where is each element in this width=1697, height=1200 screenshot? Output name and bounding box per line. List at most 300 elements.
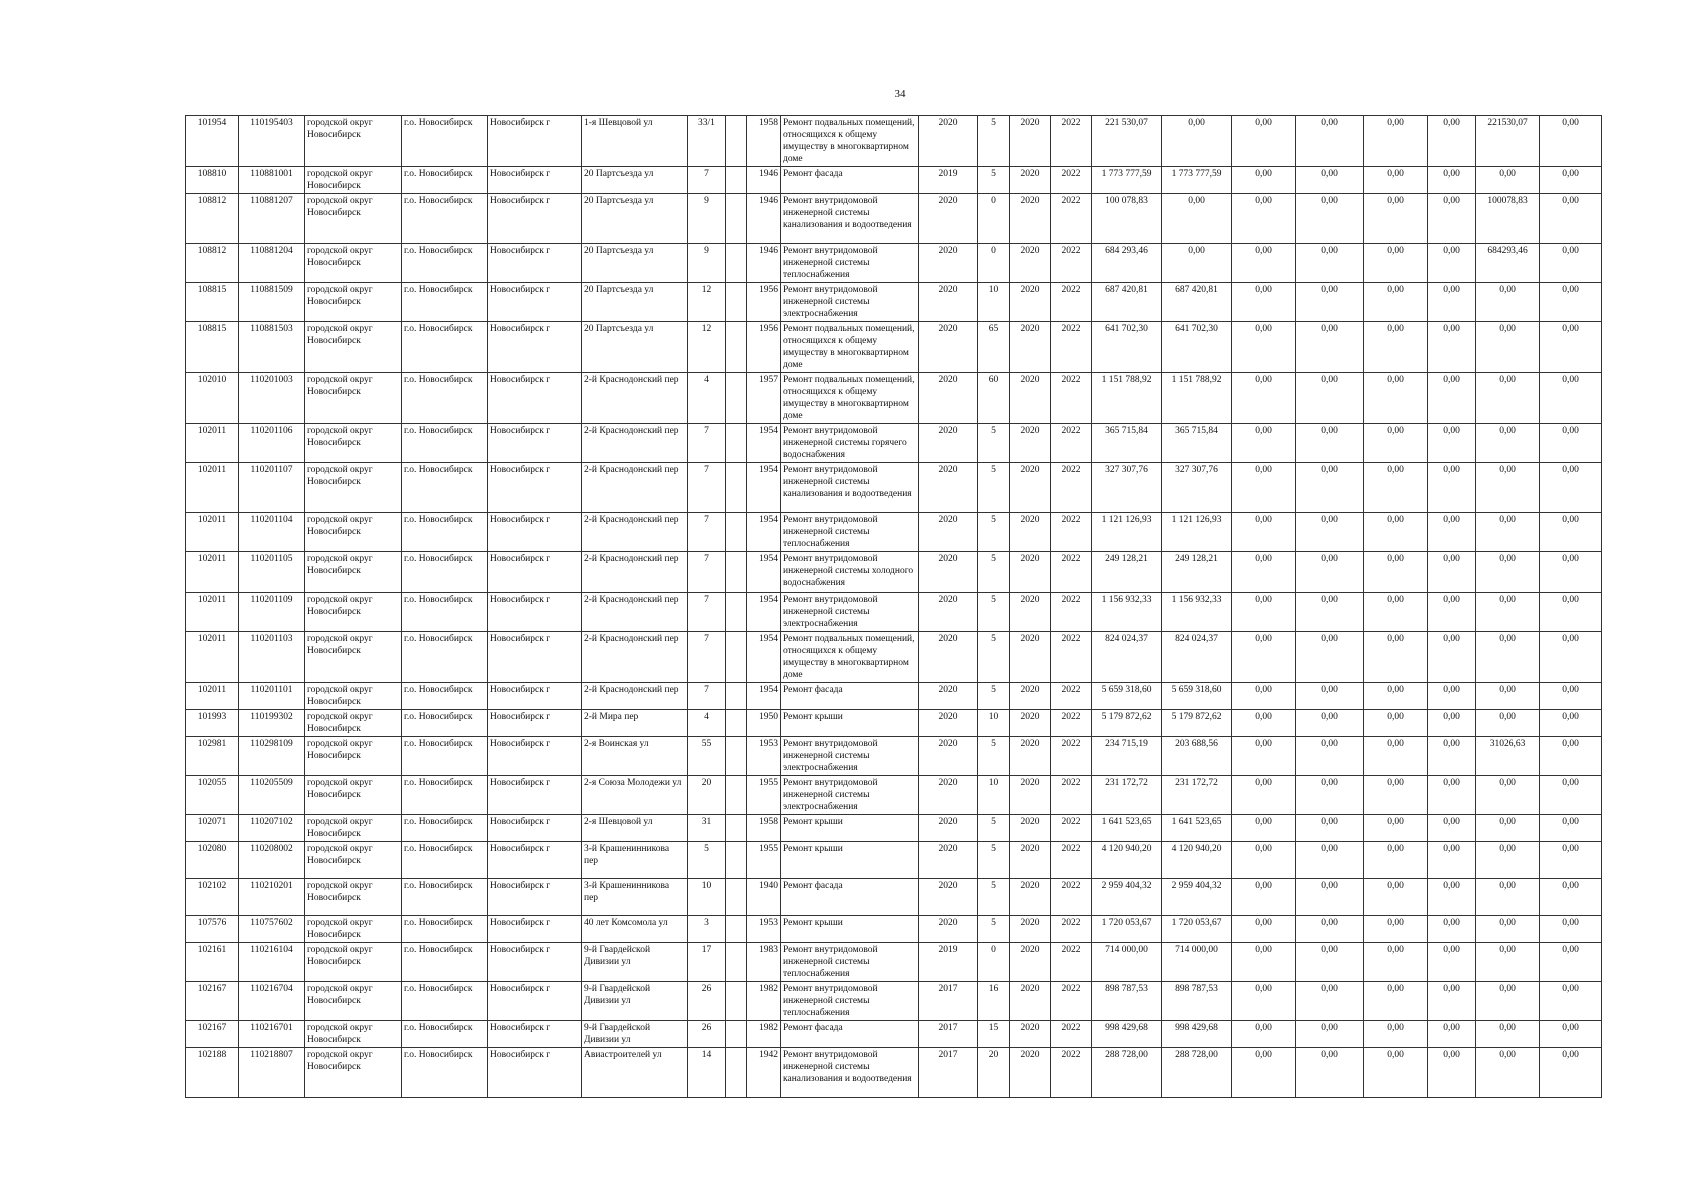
cell-object-id: 102011	[186, 552, 239, 593]
cell-building-number	[726, 373, 747, 424]
cell-other-amount: 0,00	[1428, 244, 1476, 283]
cell-federal-amount: 0,00	[1232, 283, 1296, 322]
table-row	[186, 463, 1602, 513]
cell-federal-amount: 0,00	[1232, 167, 1296, 194]
table-row	[186, 710, 1602, 737]
cell-plan-year: 2020	[919, 552, 978, 593]
cell-owners-amount: 0,00	[1476, 916, 1540, 943]
cell-start-year: 2020	[1010, 1021, 1051, 1048]
cell-wear-percent: 5	[978, 879, 1010, 916]
cell-start-year: 2020	[1010, 552, 1051, 593]
cell-regional-amount: 0,00	[1296, 513, 1364, 552]
cell-federal-amount: 0,00	[1232, 879, 1296, 916]
cell-local-amount: 0,00	[1364, 1048, 1428, 1098]
cell-extra-amount: 0,00	[1540, 424, 1602, 463]
cell-owners-amount: 0,00	[1476, 593, 1540, 632]
table-row	[186, 593, 1602, 632]
cell-work-code: 110881503	[239, 322, 305, 373]
cell-extra-amount: 0,00	[1540, 982, 1602, 1021]
cell-build-year: 1953	[747, 916, 781, 943]
cell-plan-year: 2020	[919, 116, 978, 167]
cell-build-year: 1950	[747, 710, 781, 737]
cell-street: 2-я Воинская ул	[582, 737, 688, 776]
cell-owners-amount: 0,00	[1476, 373, 1540, 424]
cell-municipal-district: городской округ Новосибирск	[305, 710, 402, 737]
cell-street: 2-й Краснодонский пер	[582, 552, 688, 593]
cell-fund-amount: 2 959 404,32	[1162, 879, 1232, 916]
cell-work-type: Ремонт внутридомовой инженерной системы горячего водоснабжения	[781, 424, 919, 463]
cell-fund-amount: 288 728,00	[1162, 1048, 1232, 1098]
cell-object-id: 102981	[186, 737, 239, 776]
cell-building-number	[726, 463, 747, 513]
cell-build-year: 1954	[747, 683, 781, 710]
cell-municipal-district: городской округ Новосибирск	[305, 632, 402, 683]
cell-municipal-district: городской округ Новосибирск	[305, 116, 402, 167]
cell-building-number	[726, 982, 747, 1021]
cell-owners-amount: 221530,07	[1476, 116, 1540, 167]
cell-fund-amount: 1 720 053,67	[1162, 916, 1232, 943]
cell-work-type: Ремонт внутридомовой инженерной системы теплоснабжения	[781, 513, 919, 552]
cell-total-cost: 231 172,72	[1092, 776, 1162, 815]
cell-city-district: г.о. Новосибирск	[402, 593, 488, 632]
cell-building-number	[726, 916, 747, 943]
cell-street: 20 Партсъезда ул	[582, 283, 688, 322]
cell-building-number	[726, 322, 747, 373]
cell-settlement: Новосибирск г	[488, 842, 582, 879]
cell-owners-amount: 0,00	[1476, 424, 1540, 463]
cell-building-number	[726, 737, 747, 776]
cell-local-amount: 0,00	[1364, 815, 1428, 842]
cell-object-id: 108812	[186, 194, 239, 244]
cell-city-district: г.о. Новосибирск	[402, 463, 488, 513]
cell-fund-amount: 1 641 523,65	[1162, 815, 1232, 842]
cell-end-year: 2022	[1051, 815, 1092, 842]
cell-house-number: 20	[688, 776, 726, 815]
cell-owners-amount: 0,00	[1476, 943, 1540, 982]
cell-build-year: 1954	[747, 424, 781, 463]
cell-total-cost: 4 120 940,20	[1092, 842, 1162, 879]
cell-building-number	[726, 683, 747, 710]
cell-end-year: 2022	[1051, 632, 1092, 683]
cell-wear-percent: 0	[978, 194, 1010, 244]
cell-local-amount: 0,00	[1364, 552, 1428, 593]
cell-owners-amount: 0,00	[1476, 683, 1540, 710]
cell-settlement: Новосибирск г	[488, 683, 582, 710]
cell-build-year: 1954	[747, 463, 781, 513]
cell-city-district: г.о. Новосибирск	[402, 879, 488, 916]
cell-city-district: г.о. Новосибирск	[402, 167, 488, 194]
cell-start-year: 2020	[1010, 982, 1051, 1021]
cell-end-year: 2022	[1051, 982, 1092, 1021]
cell-federal-amount: 0,00	[1232, 815, 1296, 842]
cell-municipal-district: городской округ Новосибирск	[305, 463, 402, 513]
cell-total-cost: 234 715,19	[1092, 737, 1162, 776]
cell-fund-amount: 824 024,37	[1162, 632, 1232, 683]
cell-building-number	[726, 424, 747, 463]
cell-start-year: 2020	[1010, 283, 1051, 322]
cell-settlement: Новосибирск г	[488, 552, 582, 593]
cell-other-amount: 0,00	[1428, 683, 1476, 710]
cell-municipal-district: городской округ Новосибирск	[305, 916, 402, 943]
cell-object-id: 108815	[186, 283, 239, 322]
cell-regional-amount: 0,00	[1296, 916, 1364, 943]
cell-wear-percent: 5	[978, 463, 1010, 513]
cell-other-amount: 0,00	[1428, 632, 1476, 683]
cell-house-number: 5	[688, 842, 726, 879]
cell-total-cost: 687 420,81	[1092, 283, 1162, 322]
cell-other-amount: 0,00	[1428, 513, 1476, 552]
cell-work-type: Ремонт внутридомовой инженерной системы холодного водоснабжения	[781, 552, 919, 593]
cell-settlement: Новосибирск г	[488, 737, 582, 776]
cell-wear-percent: 20	[978, 1048, 1010, 1098]
cell-building-number	[726, 879, 747, 916]
cell-house-number: 7	[688, 552, 726, 593]
cell-federal-amount: 0,00	[1232, 710, 1296, 737]
cell-municipal-district: городской округ Новосибирск	[305, 593, 402, 632]
cell-municipal-district: городской округ Новосибирск	[305, 424, 402, 463]
cell-total-cost: 1 720 053,67	[1092, 916, 1162, 943]
cell-end-year: 2022	[1051, 593, 1092, 632]
cell-municipal-district: городской округ Новосибирск	[305, 283, 402, 322]
cell-building-number	[726, 710, 747, 737]
cell-plan-year: 2020	[919, 513, 978, 552]
cell-federal-amount: 0,00	[1232, 916, 1296, 943]
cell-local-amount: 0,00	[1364, 943, 1428, 982]
cell-work-code: 110881509	[239, 283, 305, 322]
cell-settlement: Новосибирск г	[488, 167, 582, 194]
cell-work-code: 110757602	[239, 916, 305, 943]
cell-work-type: Ремонт внутридомовой инженерной системы электроснабжения	[781, 776, 919, 815]
cell-end-year: 2022	[1051, 683, 1092, 710]
cell-street: 1-я Шевцовой ул	[582, 116, 688, 167]
cell-build-year: 1942	[747, 1048, 781, 1098]
cell-build-year: 1940	[747, 879, 781, 916]
cell-local-amount: 0,00	[1364, 322, 1428, 373]
cell-object-id: 102080	[186, 842, 239, 879]
cell-extra-amount: 0,00	[1540, 116, 1602, 167]
cell-local-amount: 0,00	[1364, 463, 1428, 513]
cell-plan-year: 2020	[919, 710, 978, 737]
cell-house-number: 7	[688, 463, 726, 513]
cell-start-year: 2020	[1010, 815, 1051, 842]
cell-total-cost: 5 179 872,62	[1092, 710, 1162, 737]
cell-extra-amount: 0,00	[1540, 167, 1602, 194]
cell-owners-amount: 0,00	[1476, 710, 1540, 737]
cell-owners-amount: 0,00	[1476, 322, 1540, 373]
cell-municipal-district: городской округ Новосибирск	[305, 513, 402, 552]
cell-object-id: 102102	[186, 879, 239, 916]
cell-local-amount: 0,00	[1364, 593, 1428, 632]
cell-fund-amount: 0,00	[1162, 116, 1232, 167]
cell-regional-amount: 0,00	[1296, 710, 1364, 737]
cell-building-number	[726, 552, 747, 593]
cell-street: 2-я Союза Молодежи ул	[582, 776, 688, 815]
cell-other-amount: 0,00	[1428, 167, 1476, 194]
cell-building-number	[726, 116, 747, 167]
cell-fund-amount: 898 787,53	[1162, 982, 1232, 1021]
cell-total-cost: 221 530,07	[1092, 116, 1162, 167]
cell-house-number: 3	[688, 916, 726, 943]
cell-work-code: 110201101	[239, 683, 305, 710]
cell-fund-amount: 998 429,68	[1162, 1021, 1232, 1048]
cell-end-year: 2022	[1051, 167, 1092, 194]
cell-owners-amount: 684293,46	[1476, 244, 1540, 283]
cell-local-amount: 0,00	[1364, 737, 1428, 776]
cell-regional-amount: 0,00	[1296, 776, 1364, 815]
cell-start-year: 2020	[1010, 737, 1051, 776]
cell-city-district: г.о. Новосибирск	[402, 776, 488, 815]
cell-wear-percent: 0	[978, 244, 1010, 283]
cell-plan-year: 2017	[919, 982, 978, 1021]
cell-total-cost: 327 307,76	[1092, 463, 1162, 513]
cell-work-code: 110210201	[239, 879, 305, 916]
cell-plan-year: 2020	[919, 683, 978, 710]
table-row	[186, 982, 1602, 1021]
cell-work-code: 110881204	[239, 244, 305, 283]
table-row	[186, 194, 1602, 244]
cell-owners-amount: 0,00	[1476, 513, 1540, 552]
cell-regional-amount: 0,00	[1296, 244, 1364, 283]
cell-end-year: 2022	[1051, 916, 1092, 943]
cell-federal-amount: 0,00	[1232, 593, 1296, 632]
cell-build-year: 1958	[747, 116, 781, 167]
cell-other-amount: 0,00	[1428, 842, 1476, 879]
cell-federal-amount: 0,00	[1232, 513, 1296, 552]
cell-object-id: 102161	[186, 943, 239, 982]
cell-local-amount: 0,00	[1364, 1021, 1428, 1048]
cell-work-type: Ремонт внутридомовой инженерной системы теплоснабжения	[781, 982, 919, 1021]
cell-municipal-district: городской округ Новосибирск	[305, 737, 402, 776]
cell-fund-amount: 1 151 788,92	[1162, 373, 1232, 424]
cell-extra-amount: 0,00	[1540, 683, 1602, 710]
cell-street: 40 лет Комсомола ул	[582, 916, 688, 943]
cell-object-id: 102167	[186, 982, 239, 1021]
cell-work-type: Ремонт подвальных помещений, относящихся к общему имуществу в многоквартирном доме	[781, 632, 919, 683]
cell-object-id: 108815	[186, 322, 239, 373]
cell-build-year: 1946	[747, 244, 781, 283]
cell-plan-year: 2020	[919, 322, 978, 373]
cell-object-id: 102011	[186, 683, 239, 710]
cell-building-number	[726, 815, 747, 842]
cell-plan-year: 2020	[919, 916, 978, 943]
cell-local-amount: 0,00	[1364, 244, 1428, 283]
cell-settlement: Новосибирск г	[488, 776, 582, 815]
cell-start-year: 2020	[1010, 116, 1051, 167]
cell-building-number	[726, 194, 747, 244]
cell-total-cost: 714 000,00	[1092, 943, 1162, 982]
cell-total-cost: 249 128,21	[1092, 552, 1162, 593]
cell-other-amount: 0,00	[1428, 373, 1476, 424]
cell-federal-amount: 0,00	[1232, 842, 1296, 879]
cell-house-number: 9	[688, 194, 726, 244]
cell-object-id: 102011	[186, 463, 239, 513]
cell-extra-amount: 0,00	[1540, 194, 1602, 244]
cell-work-type: Ремонт внутридомовой инженерной системы канализования и водоотведения	[781, 194, 919, 244]
cell-object-id: 101954	[186, 116, 239, 167]
cell-fund-amount: 1 773 777,59	[1162, 167, 1232, 194]
cell-federal-amount: 0,00	[1232, 943, 1296, 982]
cell-start-year: 2020	[1010, 1048, 1051, 1098]
cell-federal-amount: 0,00	[1232, 244, 1296, 283]
cell-regional-amount: 0,00	[1296, 593, 1364, 632]
cell-work-type: Ремонт фасада	[781, 879, 919, 916]
cell-street: 2-й Краснодонский пер	[582, 683, 688, 710]
cell-regional-amount: 0,00	[1296, 373, 1364, 424]
cell-wear-percent: 5	[978, 513, 1010, 552]
cell-fund-amount: 327 307,76	[1162, 463, 1232, 513]
cell-wear-percent: 5	[978, 737, 1010, 776]
cell-build-year: 1955	[747, 776, 781, 815]
cell-city-district: г.о. Новосибирск	[402, 916, 488, 943]
cell-local-amount: 0,00	[1364, 632, 1428, 683]
cell-end-year: 2022	[1051, 1021, 1092, 1048]
cell-end-year: 2022	[1051, 943, 1092, 982]
cell-total-cost: 365 715,84	[1092, 424, 1162, 463]
cell-settlement: Новосибирск г	[488, 916, 582, 943]
cell-regional-amount: 0,00	[1296, 842, 1364, 879]
cell-regional-amount: 0,00	[1296, 116, 1364, 167]
cell-work-code: 110201105	[239, 552, 305, 593]
cell-build-year: 1983	[747, 943, 781, 982]
cell-plan-year: 2020	[919, 632, 978, 683]
cell-city-district: г.о. Новосибирск	[402, 1021, 488, 1048]
cell-regional-amount: 0,00	[1296, 982, 1364, 1021]
cell-extra-amount: 0,00	[1540, 916, 1602, 943]
cell-start-year: 2020	[1010, 776, 1051, 815]
cell-city-district: г.о. Новосибирск	[402, 283, 488, 322]
cell-start-year: 2020	[1010, 463, 1051, 513]
cell-house-number: 17	[688, 943, 726, 982]
cell-extra-amount: 0,00	[1540, 737, 1602, 776]
cell-wear-percent: 5	[978, 167, 1010, 194]
cell-municipal-district: городской округ Новосибирск	[305, 552, 402, 593]
cell-local-amount: 0,00	[1364, 982, 1428, 1021]
cell-federal-amount: 0,00	[1232, 632, 1296, 683]
cell-build-year: 1946	[747, 167, 781, 194]
table-row	[186, 842, 1602, 879]
cell-local-amount: 0,00	[1364, 916, 1428, 943]
cell-total-cost: 2 959 404,32	[1092, 879, 1162, 916]
cell-work-type: Ремонт внутридомовой инженерной системы электроснабжения	[781, 593, 919, 632]
cell-work-code: 110881207	[239, 194, 305, 244]
cell-street: 2-й Краснодонский пер	[582, 513, 688, 552]
cell-settlement: Новосибирск г	[488, 1021, 582, 1048]
cell-municipal-district: городской округ Новосибирск	[305, 842, 402, 879]
cell-object-id: 108812	[186, 244, 239, 283]
cell-fund-amount: 203 688,56	[1162, 737, 1232, 776]
cell-fund-amount: 641 702,30	[1162, 322, 1232, 373]
cell-regional-amount: 0,00	[1296, 463, 1364, 513]
cell-extra-amount: 0,00	[1540, 513, 1602, 552]
cell-street: 2-й Мира пер	[582, 710, 688, 737]
cell-end-year: 2022	[1051, 842, 1092, 879]
cell-other-amount: 0,00	[1428, 879, 1476, 916]
cell-build-year: 1954	[747, 513, 781, 552]
cell-work-code: 110298109	[239, 737, 305, 776]
cell-building-number	[726, 513, 747, 552]
cell-city-district: г.о. Новосибирск	[402, 513, 488, 552]
cell-street: 9-й Гвардейской Дивизии ул	[582, 1021, 688, 1048]
cell-start-year: 2020	[1010, 593, 1051, 632]
cell-house-number: 31	[688, 815, 726, 842]
cell-owners-amount: 0,00	[1476, 815, 1540, 842]
cell-federal-amount: 0,00	[1232, 116, 1296, 167]
cell-build-year: 1957	[747, 373, 781, 424]
cell-total-cost: 1 641 523,65	[1092, 815, 1162, 842]
cell-plan-year: 2017	[919, 1048, 978, 1098]
cell-house-number: 33/1	[688, 116, 726, 167]
cell-settlement: Новосибирск г	[488, 1048, 582, 1098]
cell-federal-amount: 0,00	[1232, 424, 1296, 463]
cell-wear-percent: 5	[978, 632, 1010, 683]
cell-street: 9-й Гвардейской Дивизии ул	[582, 982, 688, 1021]
cell-start-year: 2020	[1010, 842, 1051, 879]
cell-fund-amount: 231 172,72	[1162, 776, 1232, 815]
cell-work-type: Ремонт внутридомовой инженерной системы теплоснабжения	[781, 244, 919, 283]
table-row	[186, 116, 1602, 167]
cell-settlement: Новосибирск г	[488, 283, 582, 322]
cell-work-code: 110195403	[239, 116, 305, 167]
cell-total-cost: 898 787,53	[1092, 982, 1162, 1021]
cell-extra-amount: 0,00	[1540, 552, 1602, 593]
cell-end-year: 2022	[1051, 737, 1092, 776]
cell-work-type: Ремонт фасада	[781, 1021, 919, 1048]
cell-work-type: Ремонт крыши	[781, 815, 919, 842]
cell-build-year: 1982	[747, 1021, 781, 1048]
cell-street: 20 Партсъезда ул	[582, 194, 688, 244]
cell-house-number: 7	[688, 513, 726, 552]
cell-work-code: 110216104	[239, 943, 305, 982]
cell-settlement: Новосибирск г	[488, 513, 582, 552]
cell-total-cost: 1 773 777,59	[1092, 167, 1162, 194]
cell-wear-percent: 10	[978, 710, 1010, 737]
cell-regional-amount: 0,00	[1296, 194, 1364, 244]
cell-owners-amount: 0,00	[1476, 842, 1540, 879]
cell-house-number: 55	[688, 737, 726, 776]
cell-work-code: 110201103	[239, 632, 305, 683]
cell-start-year: 2020	[1010, 424, 1051, 463]
table-row	[186, 167, 1602, 194]
cell-total-cost: 824 024,37	[1092, 632, 1162, 683]
cell-plan-year: 2020	[919, 593, 978, 632]
cell-municipal-district: городской округ Новосибирск	[305, 373, 402, 424]
cell-object-id: 101993	[186, 710, 239, 737]
cell-work-code: 110208002	[239, 842, 305, 879]
cell-plan-year: 2020	[919, 879, 978, 916]
cell-owners-amount: 0,00	[1476, 283, 1540, 322]
cell-start-year: 2020	[1010, 244, 1051, 283]
cell-municipal-district: городской округ Новосибирск	[305, 167, 402, 194]
cell-wear-percent: 5	[978, 815, 1010, 842]
cell-object-id: 102071	[186, 815, 239, 842]
cell-street: 20 Партсъезда ул	[582, 322, 688, 373]
table-row	[186, 916, 1602, 943]
cell-regional-amount: 0,00	[1296, 737, 1364, 776]
cell-fund-amount: 5 659 318,60	[1162, 683, 1232, 710]
cell-settlement: Новосибирск г	[488, 463, 582, 513]
cell-house-number: 12	[688, 283, 726, 322]
cell-other-amount: 0,00	[1428, 982, 1476, 1021]
cell-other-amount: 0,00	[1428, 710, 1476, 737]
cell-municipal-district: городской округ Новосибирск	[305, 815, 402, 842]
cell-work-code: 110201104	[239, 513, 305, 552]
cell-city-district: г.о. Новосибирск	[402, 842, 488, 879]
cell-extra-amount: 0,00	[1540, 710, 1602, 737]
cell-build-year: 1956	[747, 322, 781, 373]
cell-fund-amount: 249 128,21	[1162, 552, 1232, 593]
cell-regional-amount: 0,00	[1296, 167, 1364, 194]
cell-extra-amount: 0,00	[1540, 776, 1602, 815]
